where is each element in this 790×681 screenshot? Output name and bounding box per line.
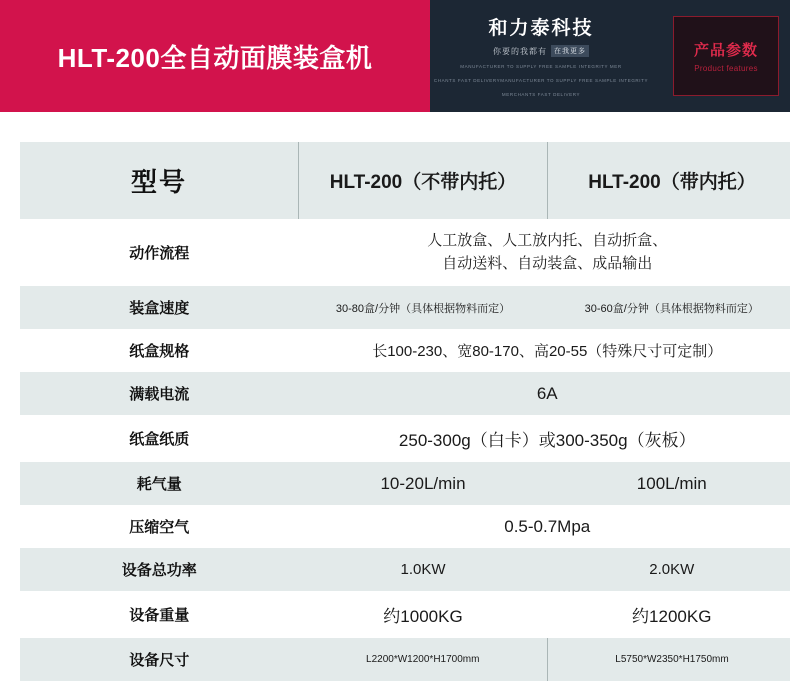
- row-label: 装盒速度: [20, 286, 299, 329]
- row-label: 耗气量: [20, 462, 299, 505]
- product-features-badge-box: [673, 16, 779, 96]
- row-value-col2: 约1200KG: [548, 591, 790, 638]
- page-title: HLT-200全自动面膜装盒机: [58, 38, 373, 75]
- table-row: [20, 462, 790, 505]
- row-label: 动作流程: [20, 219, 299, 286]
- spec-table: [20, 142, 790, 681]
- table-row: [20, 219, 790, 286]
- table-header-model-label: 型号: [20, 142, 299, 219]
- brand-block: [430, 0, 662, 112]
- table-row: [20, 372, 790, 415]
- brand-english-line-2: CHANTS FAST DELIVERYMANUFACTURER TO SUPPLY FREE SAMPLE INTEGRITY: [434, 78, 648, 85]
- row-value-merged: 长100-230、宽80-170、高20-55（特殊尺寸可定制）: [299, 329, 790, 372]
- row-value-col1: 10-20L/min: [299, 462, 548, 505]
- table-row: [20, 505, 790, 548]
- row-value-col2: 100L/min: [548, 462, 790, 505]
- row-value-col1: 约1000KG: [299, 591, 548, 638]
- table-row: [20, 548, 790, 591]
- row-label: 纸盒纸质: [20, 415, 299, 462]
- row-label: 设备总功率: [20, 548, 299, 591]
- table-row: [20, 591, 790, 638]
- row-value-line-2: 自动送料、自动装盒、成品输出: [303, 253, 790, 276]
- row-label: 压缩空气: [20, 505, 299, 548]
- row-value-col2: 2.0KW: [548, 548, 790, 591]
- brand-english-line-3: MERCHANTS FAST DELIVERY: [502, 92, 580, 99]
- row-value-col1: 30-80盒/分钟（具体根据物料而定）: [299, 286, 548, 329]
- row-value-merged: 0.5-0.7Mpa: [299, 505, 790, 548]
- table-row: [20, 286, 790, 329]
- brand-tagline-text: 你要的我都有: [493, 46, 547, 57]
- row-value-col1: 1.0KW: [299, 548, 548, 591]
- row-label: 设备重量: [20, 591, 299, 638]
- row-value-col1: L2200*W1200*H1700mm: [299, 638, 548, 681]
- row-label: 满载电流: [20, 372, 299, 415]
- row-label: 设备尺寸: [20, 638, 299, 681]
- row-value-merged: 250-300g（白卡）或300-350g（灰板）: [299, 415, 790, 462]
- brand-name: 和力泰科技: [488, 13, 593, 40]
- table-header-col1: HLT-200（不带内托）: [299, 142, 548, 219]
- product-features-badge: [662, 0, 790, 112]
- table-row: [20, 329, 790, 372]
- table-row: [20, 638, 790, 681]
- row-value-merged: 6A: [299, 372, 790, 415]
- table-header-row: [20, 142, 790, 219]
- row-value-line-1: 人工放盒、人工放内托、自动折盒、: [303, 230, 790, 253]
- table-row: [20, 415, 790, 462]
- row-value-merged: [299, 219, 790, 286]
- brand-tagline-chip: 在我更多: [551, 45, 589, 57]
- spec-table-wrapper: [0, 112, 790, 681]
- row-value-col2: 30-60盒/分钟（具体根据物料而定）: [548, 286, 790, 329]
- brand-tagline: [493, 45, 589, 57]
- product-features-label-cn: 产品参数: [694, 39, 758, 60]
- row-value-col2: L5750*W2350*H1750mm: [548, 638, 790, 681]
- brand-english-line-1: MANUFACTURER TO SUPPLY FREE SAMPLE INTEGRITY MER: [460, 64, 621, 71]
- product-features-label-en: Product features: [694, 64, 758, 73]
- row-label: 纸盒规格: [20, 329, 299, 372]
- table-header-col2: HLT-200（带内托）: [548, 142, 790, 219]
- header-title-band: [0, 0, 430, 112]
- page-header: [0, 0, 790, 112]
